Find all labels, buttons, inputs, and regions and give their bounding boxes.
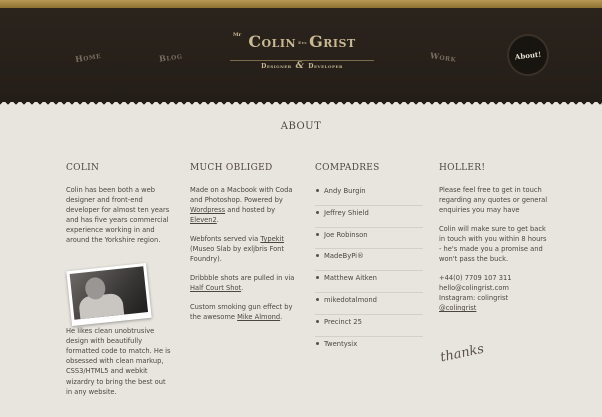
credits-heading: MUCH OBLIGED xyxy=(190,163,273,173)
holler-promise-text: Colin will make sure to get back in touch with you within 8 hours - he's made you a promise and won't pass the buck. xyxy=(439,225,547,264)
nav-home-link[interactable]: Home xyxy=(74,49,102,65)
bullet-icon xyxy=(316,276,319,279)
site-logo[interactable] xyxy=(222,32,382,71)
contact-email[interactable]: hello@colingrist.com xyxy=(439,284,509,293)
holler-intro-text: Please feel free to get in touch regarding any quotes or general enquiries you may have xyxy=(439,186,548,215)
credits-dribbble-text xyxy=(190,273,305,293)
mike-almond-link[interactable]: Mike Almond xyxy=(237,313,281,322)
logo-tagline xyxy=(222,61,382,71)
colin-photo xyxy=(66,263,151,326)
compadre-name[interactable]: Matthew Aitken xyxy=(324,274,377,283)
credits-tools-prefix: Made on a Macbook with Coda and Photoshop. Powered by xyxy=(190,186,293,205)
bullet-icon xyxy=(316,233,319,236)
logo-last-name: Grist xyxy=(309,32,356,51)
colin-intro-text: Colin has been both a web designer and front-end developer for almost ten years and has five years commercial experience working in and around the Yorkshire region. xyxy=(66,186,170,245)
colin-design-text: He likes clean unobtrusive design with beautifully formatted code to match. He is obsessed with clean markup, CSS3/HTML5 and webkit wizardry to bring the best out in any website. xyxy=(66,327,171,396)
logo-ees: Ees xyxy=(298,40,308,45)
compadres-section xyxy=(315,163,425,173)
typekit-link[interactable]: Typekit xyxy=(260,235,285,244)
nav-about-link[interactable]: About! xyxy=(507,34,549,76)
list-item[interactable] xyxy=(315,271,423,293)
compadre-name[interactable]: Joe Robinson xyxy=(324,230,368,239)
twitter-link[interactable]: @colingrist xyxy=(439,304,477,313)
compadre-name[interactable]: Andy Burgin xyxy=(324,187,366,195)
contact-phone: +44(0) 7709 107 311 xyxy=(439,274,512,283)
list-item[interactable] xyxy=(315,184,423,206)
credits-fonts-suffix: (Museo Slab by exljbris Font Foundry). xyxy=(190,245,285,264)
bullet-icon xyxy=(316,298,319,301)
list-item[interactable] xyxy=(315,228,423,250)
logo-first-name: Colin xyxy=(248,32,297,51)
eleven2-link[interactable]: Eleven2 xyxy=(190,216,217,225)
list-item[interactable] xyxy=(315,337,423,359)
logo-name xyxy=(222,32,382,51)
credits-smoke-text xyxy=(190,302,305,322)
holler-section xyxy=(439,163,549,314)
list-item[interactable] xyxy=(315,206,423,228)
bullet-icon xyxy=(316,189,319,192)
credits-fonts-text xyxy=(190,234,305,264)
holler-heading: HOLLER! xyxy=(439,163,486,173)
logo-designer: Designer xyxy=(261,63,292,70)
bullet-icon xyxy=(316,254,319,257)
list-item[interactable] xyxy=(315,293,423,315)
credits-dribbble-prefix: Dribbble shots are pulled in via xyxy=(190,274,295,283)
credits-dribbble-end: . xyxy=(241,284,244,293)
credits-tools-end: . xyxy=(216,216,219,225)
header-zigzag-edge xyxy=(0,100,602,106)
colin-heading: COLIN xyxy=(66,163,100,173)
compadre-name[interactable]: mikedotalmond xyxy=(324,295,377,304)
nav-work-link[interactable]: Work xyxy=(429,50,457,64)
compadre-name[interactable]: MadeByPi® xyxy=(324,252,364,261)
list-item[interactable] xyxy=(315,315,423,337)
compadre-name[interactable]: Jeffrey Shield xyxy=(324,208,369,217)
list-item[interactable] xyxy=(315,249,423,271)
compadre-name[interactable]: Precinct 25 xyxy=(324,317,362,326)
wordpress-link[interactable]: Wordpress xyxy=(190,206,226,215)
bullet-icon xyxy=(316,320,319,323)
page-title: ABOUT xyxy=(280,121,322,132)
credits-tools-text xyxy=(190,185,305,225)
compadre-name[interactable]: Twentysix xyxy=(324,339,358,348)
compadres-heading: COMPADRES xyxy=(315,163,380,173)
bullet-icon xyxy=(316,342,319,345)
top-gold-bar xyxy=(0,0,602,8)
credits-tools-middle: and hosted by xyxy=(225,206,276,215)
logo-mr: Mr xyxy=(233,32,242,38)
credits-section xyxy=(190,163,305,323)
credits-smoke-prefix: Custom smoking gun effect by the awesome xyxy=(190,303,293,322)
half-court-shot-link[interactable]: Half Court Shot xyxy=(190,284,242,293)
compadres-list xyxy=(315,184,423,358)
bullet-icon xyxy=(316,211,319,214)
logo-developer: Developer xyxy=(308,63,343,70)
thanks-signature: thanks xyxy=(438,341,486,366)
nav-blog-link[interactable]: Blog xyxy=(158,50,183,64)
logo-ampersand: & xyxy=(295,61,305,71)
credits-smoke-end: . xyxy=(280,313,283,322)
credits-fonts-prefix: Webfonts served via xyxy=(190,235,261,244)
contact-instagram[interactable]: Instagram: colingrist xyxy=(439,294,509,303)
